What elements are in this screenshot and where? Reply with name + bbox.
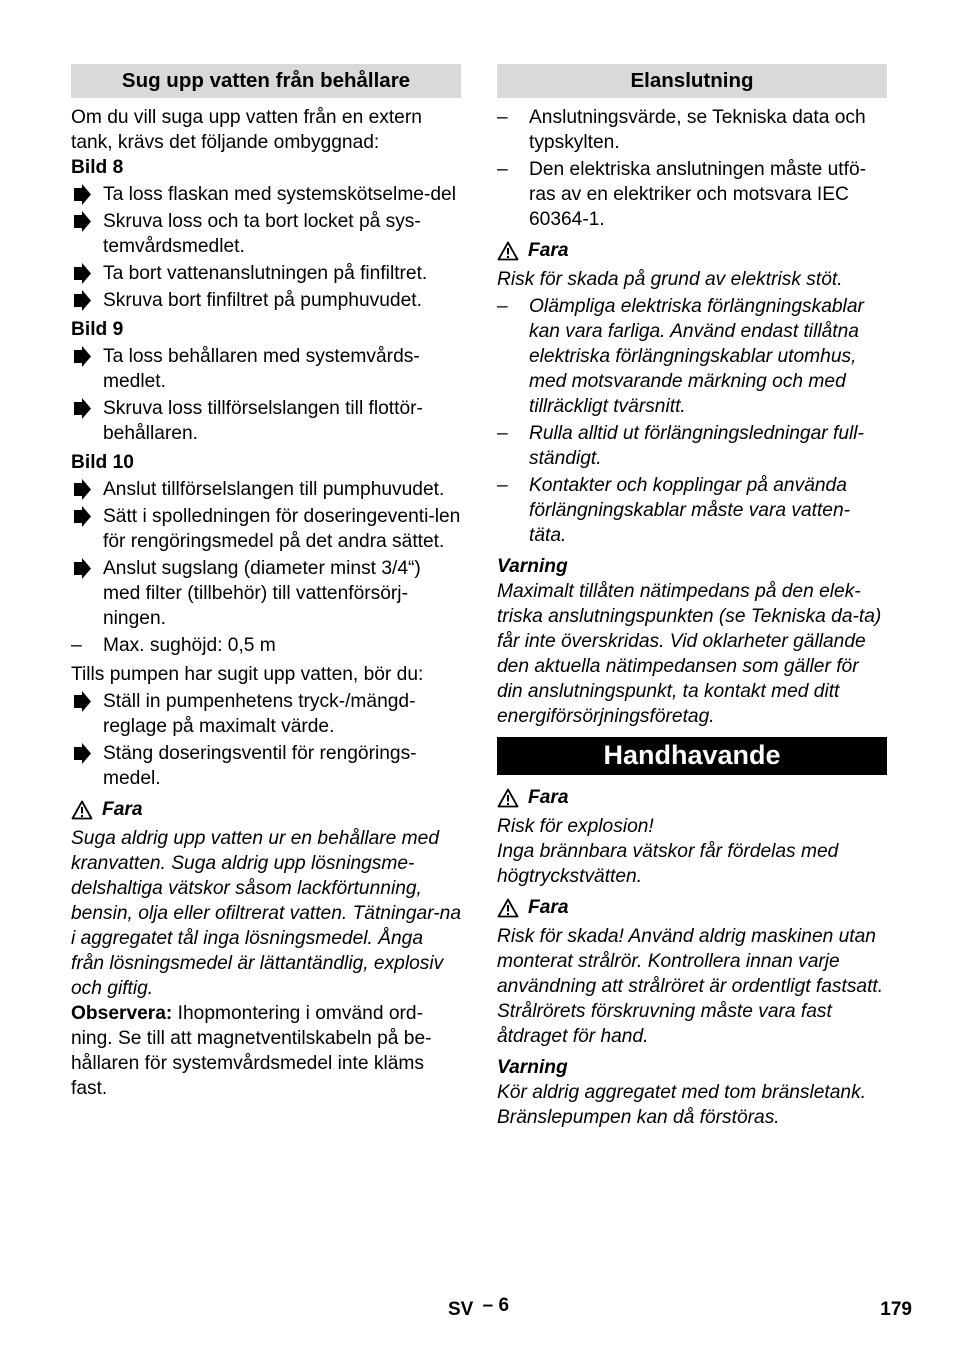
dash-item: – Den elektriska anslutningen måste utfö-ras av en elektriker och motsvara IEC 60364-1. [497,159,867,230]
arrow-right-icon [71,344,95,369]
step-item: Skruva bort finfiltret på pumphuvudet. [71,288,461,313]
dash-item: – Rulla alltid ut förlängningsledningar full-ständigt. [497,423,864,469]
note-label: Observera: [71,1003,173,1024]
note-text: Observera: Ihopmontering i omvänd ord-ning. Se till att magnetventilskabeln på be-hållaren för systemvårdsmedel inte kläms fast. [71,1003,432,1099]
section-heading-electrical: Elanslutning [497,64,887,98]
step-item: Skruva loss och ta bort locket på sys-temvårdsmedlet. [71,209,461,259]
footer-language: SV – 6 [448,1295,510,1320]
step-item: Anslut tillförselslangen till pumphuvudet. [71,477,461,502]
danger-heading: Fara [497,895,887,920]
step-item: Ta bort vattenanslutningen på finfiltret. [71,261,461,286]
chapter-heading: Handhavande [497,737,887,775]
danger-text: Risk för explosion! [497,816,654,837]
arrow-right-icon [71,504,95,529]
footer-section-page: – 6 [482,1295,510,1316]
step-item: Anslut sugslang (diameter minst 3/4“) med filter (tillbehör) till vattenförsörj-ningen. [71,556,461,631]
dash-item: – Anslutningsvärde, se Tekniska data och typskylten. [497,107,866,153]
warning-text: Maximalt tillåten nätimpedans på den elek-triska anslutningspunkten (se Tekniska da-ta) får inte överskridas. Vid oklarheter gällande den aktuella nätimpedansen som gäller för din anslutningspunkt, ta kontakt med ditt energiförsörjningsföretag. [497,581,882,727]
arrow-right-icon [71,689,95,714]
danger-heading: Fara [497,785,887,810]
dash-marker: – [497,475,508,496]
arrow-right-icon [71,741,95,766]
arrow-right-icon [71,396,95,421]
until-text: Tills pumpen har sugit upp vatten, bör du: [71,664,424,685]
warning-text: Kör aldrig aggregatet med tom bränsletank. Bränslepumpen kan då förstöras. [497,1082,867,1128]
warning-triangle-icon [497,898,519,918]
warning-heading: Varning [497,1057,568,1078]
danger-text: Suga aldrig upp vatten ur en behållare med kranvatten. Suga aldrig upp lösningsme-delshaltiga vätskor såsom lackförtunning, bensin, olja eller ofiltrerat vatten. Tätningar-na i aggregatet tål inga lösningsmedel. Ånga från lösningsmedel är lättantändlig, explosiv och giftig. [71,828,462,999]
arrow-right-icon [71,556,95,581]
dash-marker: – [71,635,82,656]
warning-triangle-icon [71,800,93,820]
section-heading-water-suction: Sug upp vatten från behållare [71,64,461,98]
danger-heading: Fara [71,797,461,822]
dash-marker: – [497,423,508,444]
step-item: Ta loss behållaren med systemvårds-medlet. [71,344,461,394]
step-item: Skruva loss tillförselslangen till flottör-behållaren. [71,396,461,446]
dash-marker: – [497,296,508,317]
warning-triangle-icon [497,241,519,261]
warning-triangle-icon [497,788,519,808]
arrow-right-icon [71,209,95,234]
page-number: 179 [880,1299,912,1320]
arrow-right-icon [71,477,95,502]
left-column [71,64,461,1101]
arrow-right-icon [71,288,95,313]
step-item: Stäng doseringsventil för rengörings-medel. [71,741,461,791]
intro-text: Om du vill suga upp vatten från en extern tank, krävs det följande ombyggnad: [71,107,422,153]
dash-item: – Max. sughöjd: 0,5 m [71,635,276,656]
right-column [497,64,887,1130]
dash-marker: – [497,107,508,128]
danger-text: Risk för skada på grund av elektrisk stöt. [497,269,843,290]
figure-label-9: Bild 9 [71,319,124,340]
step-item: Ställ in pumpenhetens tryck-/mängd-reglage på maximalt värde. [71,689,461,739]
figure-label-8: Bild 8 [71,157,124,178]
arrow-right-icon [71,182,95,207]
dash-item: – Kontakter och kopplingar på använda förlängningskablar måste vara vatten-täta. [497,475,851,546]
arrow-right-icon [71,261,95,286]
warning-heading: Varning [497,556,568,577]
dash-marker: – [497,159,508,180]
step-item: Ta loss flaskan med systemskötselme-del [71,182,461,207]
figure-label-10: Bild 10 [71,452,134,473]
danger-text: Risk för skada! Använd aldrig maskinen utan monterat strålrör. Kontrollera innan varje användning att strålröret är ordentligt fastsatt. Strålrörets förskruvning måste vara fast åtdraget för hand. [497,926,884,1047]
dash-item: – Olämpliga elektriska förlängningskablar kan vara farliga. Använd endast tillåtna elektriska förlängningskablar utomhus, med motsvarande märkning och med tillräckligt tvärsnitt. [497,296,864,417]
danger-text: Inga brännbara vätskor får fördelas med högtryckstvätten. [497,841,839,887]
danger-heading: Fara [497,238,887,263]
step-item: Sätt i spolledningen för doseringeventi-len för rengöringsmedel på det andra sättet. [71,504,461,554]
